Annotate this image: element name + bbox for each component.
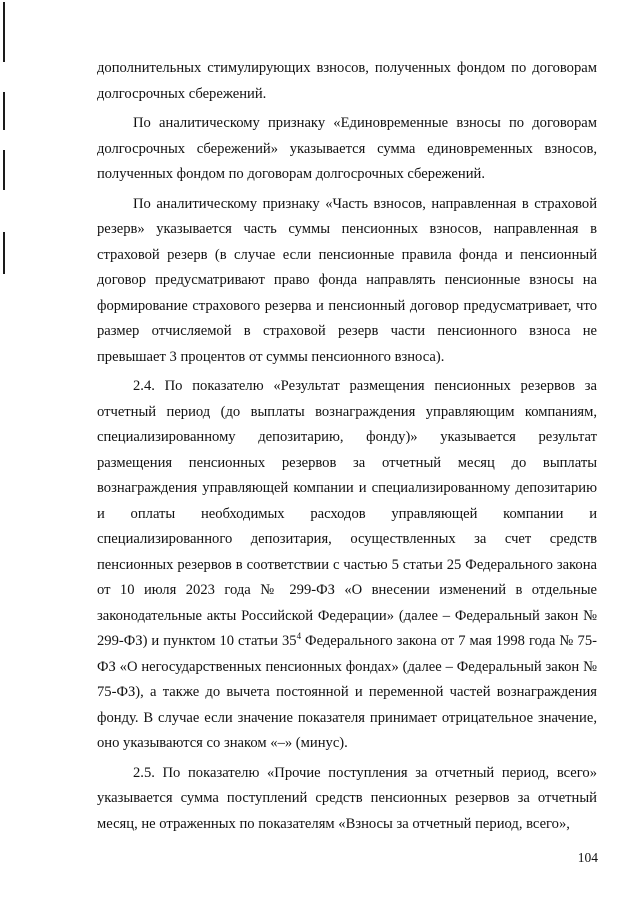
paragraph-2-4-text: 2.4. По показателю «Результат размещения пенсионных резервов за отчетный период (до выплаты вознаграждения управляющим компаниям, специализированному депозитарию, фонду)» указывается результат размещения пенсионных резервов за отчетный месяц до выплаты вознаграждения управляющей компании и специализированному депозитарию и оплаты необходимых расходов управляющей компании и специализированного депозитария, осуществленных за счет средств пенсионных резервов в соответствии с частью 5 статьи 25 Федерального закона от 10 июля 2023 года № 299-ФЗ «О внесении изменений в отдельные законодательные акты Российской Федерации» (далее – Федеральный закон № 299-ФЗ) и пунктом 10 статьи 35 <box>97 378 597 649</box>
paragraph-2-4-placement-result <box>97 374 597 757</box>
paragraph-lump-sum-contributions: По аналитическому признаку «Единовременные взносы по договорам долгосрочных сбережений» указывается сумма единовременных взносов, полученных фондом по договорам долгосрочных сбережений. <box>97 115 597 182</box>
paragraph-2-5-other-receipts: 2.5. По показателю «Прочие поступления за отчетный период, всего» указывается сумма поступлений средств пенсионных резервов за отчетный месяц, не отраженных по показателям «Взносы за отчетный период, всего», <box>97 764 597 832</box>
article-superscript: 4 <box>296 631 302 642</box>
page-number: 104 <box>577 850 598 865</box>
scan-edge-mark <box>3 2 5 62</box>
scan-edge-mark <box>3 150 5 190</box>
document-body <box>97 56 597 837</box>
scan-edge-mark <box>3 232 5 274</box>
paragraph-2-4-text-continued: Федерального закона от 7 мая 1998 года № 75-ФЗ «О негосударственных пенсионных фондах» (далее – Федеральный закон № 75-ФЗ), а также до вычета постоянной и переменной частей вознаграждения фонду. В случае если значение показателя принимает отрицательное значение, оно указываются со знаком «–» (минус). <box>97 633 597 751</box>
paragraph-insurance-reserve: По аналитическому признаку «Часть взносов, направленная в страховой резерв» указывается часть суммы пенсионных взносов, направленная в страховой резерв (в случае если пенсионные правила фонда и пенсионный договор предусматривают право фонда направлять пенсионные взносы на формирование страхового резерва и пенсионный договор предусматривает, что размер отчисляемой в страховой резерв части пенсионного взноса не превышает 3 процентов от суммы пенсионного взноса). <box>97 195 597 365</box>
paragraph-continuation: дополнительных стимулирующих взносов, полученных фондом по договорам долгосрочных сбережений. <box>97 60 597 102</box>
scan-edge-mark <box>3 92 5 130</box>
